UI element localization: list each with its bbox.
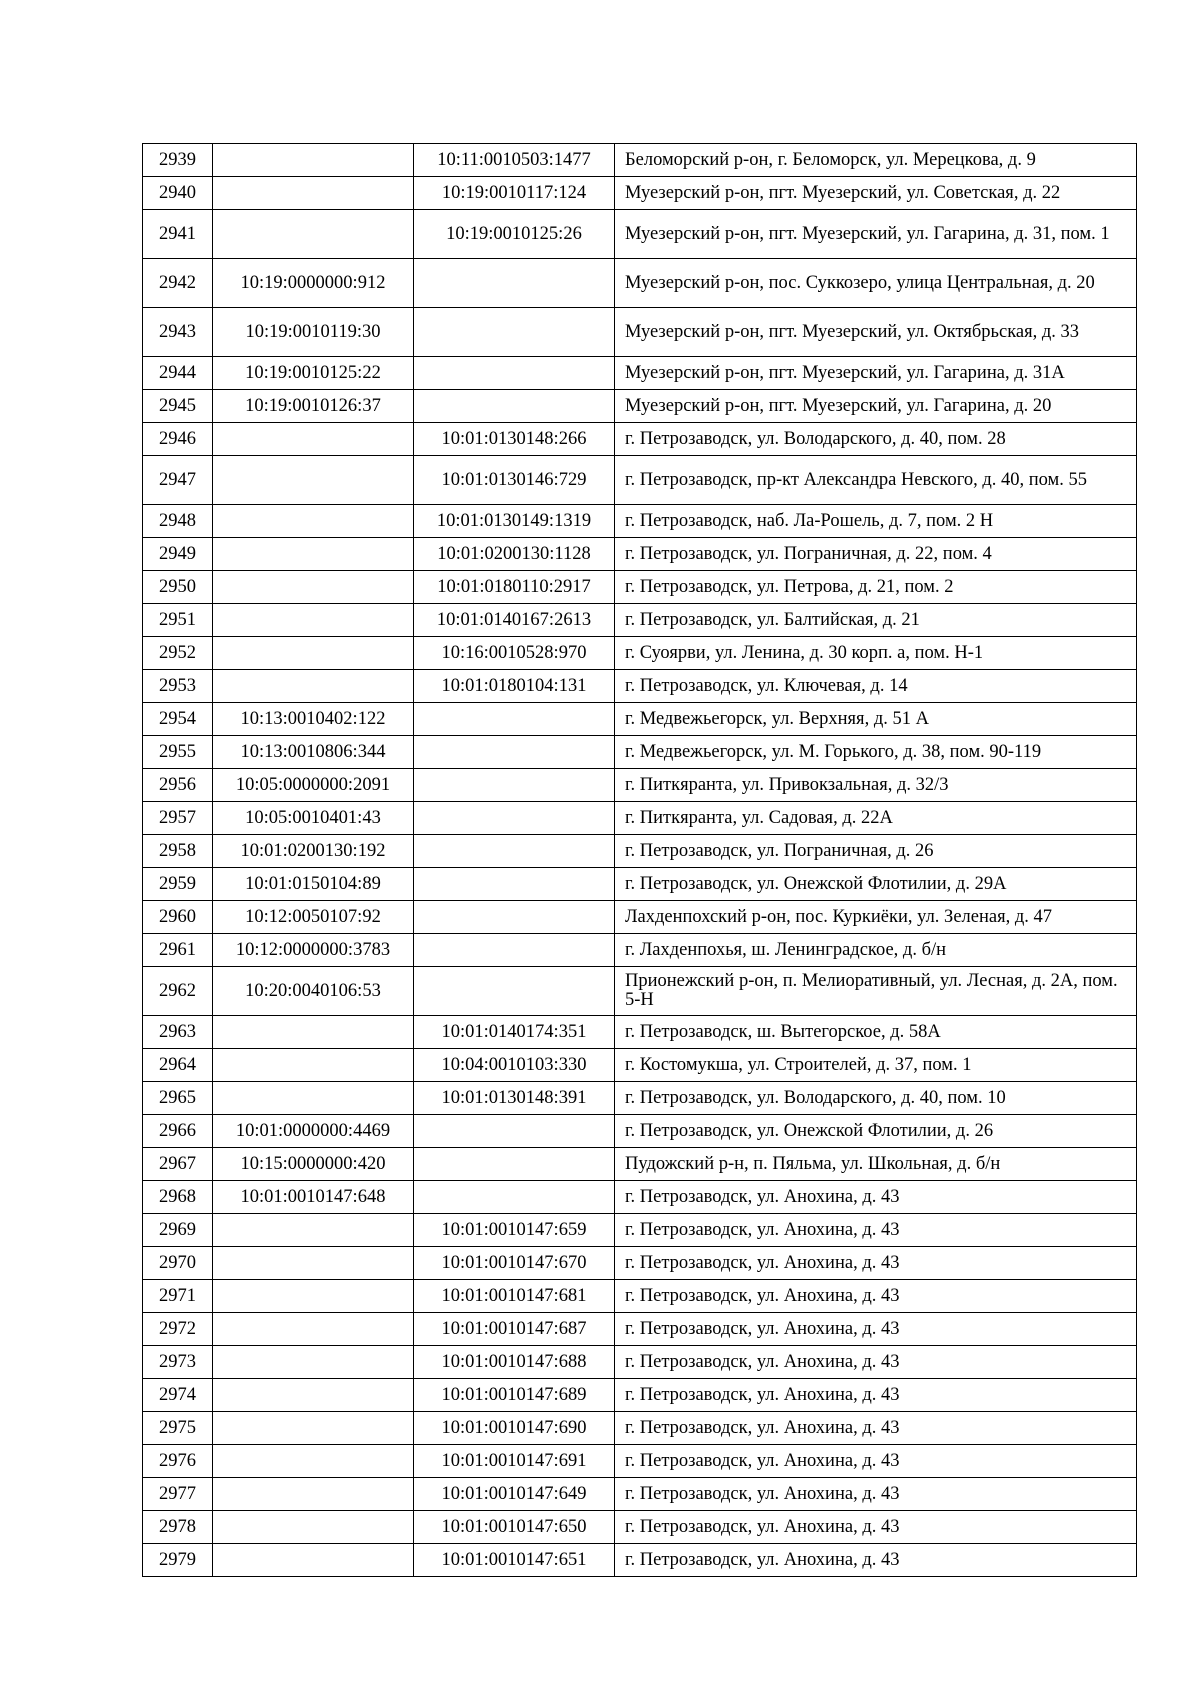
cadastral-object-cell [414,1115,615,1148]
cadastral-land-cell [213,1511,414,1544]
row-number-cell: 2951 [143,604,213,637]
table-row [143,967,1137,1016]
table-row [143,604,1137,637]
table-row [143,259,1137,308]
cadastral-land-cell: 10:01:0200130:192 [213,835,414,868]
row-number-cell: 2948 [143,505,213,538]
row-number-cell: 2941 [143,210,213,259]
table-row [143,1181,1137,1214]
address-cell: Муезерский р-он, пгт. Муезерский, ул. Октябрьская, д. 33 [615,308,1137,357]
row-number-cell: 2969 [143,1214,213,1247]
address-cell: г. Петрозаводск, ш. Вытегорское, д. 58А [615,1016,1137,1049]
address-cell: Муезерский р-он, пгт. Муезерский, ул. Гагарина, д. 20 [615,390,1137,423]
row-number-cell: 2973 [143,1346,213,1379]
cadastral-object-cell: 10:04:0010103:330 [414,1049,615,1082]
row-number-cell: 2940 [143,177,213,210]
cadastral-object-cell: 10:01:0010147:670 [414,1247,615,1280]
table-row [143,1016,1137,1049]
row-number-cell: 2967 [143,1148,213,1181]
row-number-cell: 2966 [143,1115,213,1148]
address-cell: г. Петрозаводск, ул. Пограничная, д. 26 [615,835,1137,868]
address-cell: Муезерский р-он, пгт. Муезерский, ул. Советская, д. 22 [615,177,1137,210]
cadastral-land-cell [213,637,414,670]
cadastral-object-cell: 10:01:0200130:1128 [414,538,615,571]
cadastral-object-cell: 10:01:0010147:689 [414,1379,615,1412]
cadastral-land-cell: 10:19:0000000:912 [213,259,414,308]
address-cell: г. Медвежьегорск, ул. М. Горького, д. 38, пом. 90-119 [615,736,1137,769]
row-number-cell: 2976 [143,1445,213,1478]
cadastral-object-cell [414,1148,615,1181]
cadastral-object-cell: 10:01:0010147:649 [414,1478,615,1511]
table-row [143,802,1137,835]
address-cell: г. Питкяранта, ул. Садовая, д. 22А [615,802,1137,835]
cadastral-land-cell [213,1313,414,1346]
cadastral-land-cell: 10:12:0000000:3783 [213,934,414,967]
cadastral-land-cell [213,1445,414,1478]
address-cell: г. Петрозаводск, ул. Анохина, д. 43 [615,1313,1137,1346]
cadastral-land-cell [213,1016,414,1049]
cadastral-land-cell [213,1082,414,1115]
table-row [143,637,1137,670]
address-cell: г. Петрозаводск, ул. Анохина, д. 43 [615,1346,1137,1379]
cadastral-object-cell [414,308,615,357]
address-cell: г. Петрозаводск, наб. Ла-Рошель, д. 7, пом. 2 Н [615,505,1137,538]
cadastral-land-cell [213,456,414,505]
cadastral-land-cell [213,1478,414,1511]
cadastral-object-cell [414,736,615,769]
address-cell: г. Петрозаводск, ул. Анохина, д. 43 [615,1247,1137,1280]
row-number-cell: 2979 [143,1544,213,1577]
cadastral-object-cell [414,934,615,967]
cadastral-land-cell [213,1412,414,1445]
row-number-cell: 2945 [143,390,213,423]
cadastral-object-cell: 10:01:0140167:2613 [414,604,615,637]
cadastral-object-cell: 10:01:0180110:2917 [414,571,615,604]
cadastral-land-cell [213,1214,414,1247]
row-number-cell: 2953 [143,670,213,703]
cadastral-land-cell [213,670,414,703]
row-number-cell: 2965 [143,1082,213,1115]
row-number-cell: 2944 [143,357,213,390]
row-number-cell: 2952 [143,637,213,670]
table-row [143,1082,1137,1115]
address-cell: Пудожский р-н, п. Пяльма, ул. Школьная, д. б/н [615,1148,1137,1181]
table-row [143,1148,1137,1181]
row-number-cell: 2954 [143,703,213,736]
cadastral-land-cell: 10:20:0040106:53 [213,967,414,1016]
cadastral-object-cell: 10:01:0130148:391 [414,1082,615,1115]
cadastral-object-cell [414,390,615,423]
address-cell: г. Суоярви, ул. Ленина, д. 30 корп. а, пом. Н-1 [615,637,1137,670]
row-number-cell: 2946 [143,423,213,456]
address-cell: г. Костомукша, ул. Строителей, д. 37, пом. 1 [615,1049,1137,1082]
address-cell: г. Петрозаводск, ул. Володарского, д. 40, пом. 28 [615,423,1137,456]
cadastral-object-cell [414,769,615,802]
address-cell: г. Петрозаводск, ул. Анохина, д. 43 [615,1544,1137,1577]
cadastral-land-cell: 10:13:0010402:122 [213,703,414,736]
cadastral-object-cell [414,357,615,390]
cadastral-land-cell: 10:05:0010401:43 [213,802,414,835]
cadastral-object-cell: 10:01:0010147:690 [414,1412,615,1445]
table-row [143,934,1137,967]
table-row [143,1115,1137,1148]
table-row [143,703,1137,736]
address-cell: г. Петрозаводск, ул. Володарского, д. 40, пом. 10 [615,1082,1137,1115]
address-cell: г. Петрозаводск, ул. Анохина, д. 43 [615,1214,1137,1247]
table-row [143,1511,1137,1544]
address-cell: г. Петрозаводск, ул. Анохина, д. 43 [615,1181,1137,1214]
table-row [143,210,1137,259]
table-row [143,571,1137,604]
table-row [143,357,1137,390]
row-number-cell: 2947 [143,456,213,505]
address-cell: г. Петрозаводск, ул. Анохина, д. 43 [615,1445,1137,1478]
row-number-cell: 2974 [143,1379,213,1412]
row-number-cell: 2956 [143,769,213,802]
cadastral-land-cell [213,505,414,538]
table-row [143,1478,1137,1511]
address-cell: г. Петрозаводск, ул. Ключевая, д. 14 [615,670,1137,703]
cadastral-object-cell: 10:01:0010147:659 [414,1214,615,1247]
table-row [143,144,1137,177]
row-number-cell: 2960 [143,901,213,934]
table-row [143,1313,1137,1346]
row-number-cell: 2943 [143,308,213,357]
cadastral-land-cell [213,144,414,177]
address-cell: г. Петрозаводск, ул. Петрова, д. 21, пом. 2 [615,571,1137,604]
table-row [143,423,1137,456]
row-number-cell: 2972 [143,1313,213,1346]
cadastral-land-cell: 10:19:0010126:37 [213,390,414,423]
cadastral-object-cell: 10:01:0140174:351 [414,1016,615,1049]
cadastral-object-cell: 10:11:0010503:1477 [414,144,615,177]
cadastral-object-cell [414,967,615,1016]
cadastral-land-cell [213,1346,414,1379]
address-cell: г. Петрозаводск, ул. Анохина, д. 43 [615,1478,1137,1511]
cadastral-land-cell: 10:05:0000000:2091 [213,769,414,802]
cadastral-object-cell [414,901,615,934]
cadastral-object-cell: 10:01:0130148:266 [414,423,615,456]
table-row [143,1445,1137,1478]
address-cell: г. Лахденпохья, ш. Ленинградское, д. б/н [615,934,1137,967]
row-number-cell: 2961 [143,934,213,967]
cadastral-object-cell [414,835,615,868]
cadastral-object-cell: 10:01:0130149:1319 [414,505,615,538]
row-number-cell: 2962 [143,967,213,1016]
table-row [143,1214,1137,1247]
table-row [143,1544,1137,1577]
address-cell: г. Медвежьегорск, ул. Верхняя, д. 51 А [615,703,1137,736]
cadastral-object-cell: 10:01:0010147:687 [414,1313,615,1346]
address-cell: Муезерский р-он, пос. Суккозеро, улица Центральная, д. 20 [615,259,1137,308]
row-number-cell: 2975 [143,1412,213,1445]
address-cell: г. Петрозаводск, ул. Анохина, д. 43 [615,1280,1137,1313]
address-cell: Беломорский р-он, г. Беломорск, ул. Мерецкова, д. 9 [615,144,1137,177]
table-row [143,1247,1137,1280]
cadastral-object-cell [414,259,615,308]
cadastral-object-cell: 10:01:0130146:729 [414,456,615,505]
row-number-cell: 2955 [143,736,213,769]
cadastral-land-cell [213,177,414,210]
cadastral-land-cell [213,210,414,259]
cadastral-object-cell [414,868,615,901]
table-row [143,177,1137,210]
cadastral-land-cell: 10:15:0000000:420 [213,1148,414,1181]
registry-table-body [143,144,1137,1577]
cadastral-object-cell: 10:19:0010117:124 [414,177,615,210]
row-number-cell: 2964 [143,1049,213,1082]
cadastral-land-cell [213,604,414,637]
table-row [143,1049,1137,1082]
table-row [143,835,1137,868]
property-registry-table [142,143,1137,1577]
address-cell: Муезерский р-он, пгт. Муезерский, ул. Гагарина, д. 31А [615,357,1137,390]
row-number-cell: 2977 [143,1478,213,1511]
address-cell: г. Петрозаводск, ул. Онежской Флотилии, д. 26 [615,1115,1137,1148]
cadastral-land-cell: 10:19:0010119:30 [213,308,414,357]
table-row [143,538,1137,571]
row-number-cell: 2968 [143,1181,213,1214]
row-number-cell: 2978 [143,1511,213,1544]
table-row [143,1280,1137,1313]
cadastral-object-cell [414,1181,615,1214]
cadastral-object-cell: 10:01:0010147:691 [414,1445,615,1478]
address-cell: Муезерский р-он, пгт. Муезерский, ул. Гагарина, д. 31, пом. 1 [615,210,1137,259]
address-cell: г. Петрозаводск, пр-кт Александра Невского, д. 40, пом. 55 [615,456,1137,505]
row-number-cell: 2950 [143,571,213,604]
table-row [143,390,1137,423]
cadastral-land-cell: 10:01:0150104:89 [213,868,414,901]
table-row [143,1379,1137,1412]
row-number-cell: 2939 [143,144,213,177]
table-row [143,736,1137,769]
row-number-cell: 2958 [143,835,213,868]
cadastral-land-cell [213,571,414,604]
table-row [143,1412,1137,1445]
cadastral-land-cell [213,1247,414,1280]
cadastral-object-cell [414,802,615,835]
cadastral-object-cell: 10:16:0010528:970 [414,637,615,670]
cadastral-land-cell [213,538,414,571]
address-cell: г. Петрозаводск, ул. Балтийская, д. 21 [615,604,1137,637]
table-row [143,901,1137,934]
cadastral-land-cell: 10:12:0050107:92 [213,901,414,934]
cadastral-object-cell: 10:01:0010147:650 [414,1511,615,1544]
row-number-cell: 2970 [143,1247,213,1280]
cadastral-land-cell [213,1049,414,1082]
row-number-cell: 2963 [143,1016,213,1049]
table-row [143,456,1137,505]
row-number-cell: 2971 [143,1280,213,1313]
address-cell: г. Петрозаводск, ул. Анохина, д. 43 [615,1511,1137,1544]
cadastral-object-cell: 10:01:0010147:688 [414,1346,615,1379]
table-row [143,505,1137,538]
cadastral-land-cell [213,1280,414,1313]
cadastral-land-cell: 10:13:0010806:344 [213,736,414,769]
address-cell: г. Петрозаводск, ул. Пограничная, д. 22, пом. 4 [615,538,1137,571]
table-row [143,308,1137,357]
cadastral-land-cell [213,423,414,456]
cadastral-land-cell [213,1544,414,1577]
address-cell: г. Петрозаводск, ул. Анохина, д. 43 [615,1412,1137,1445]
row-number-cell: 2959 [143,868,213,901]
cadastral-land-cell: 10:19:0010125:22 [213,357,414,390]
cadastral-object-cell: 10:01:0010147:651 [414,1544,615,1577]
table-row [143,670,1137,703]
cadastral-land-cell [213,1379,414,1412]
address-cell: г. Питкяранта, ул. Привокзальная, д. 32/3 [615,769,1137,802]
row-number-cell: 2942 [143,259,213,308]
table-row [143,769,1137,802]
address-cell: Прионежский р-он, п. Мелиоративный, ул. Лесная, д. 2А, пом. 5-Н [615,967,1137,1016]
cadastral-object-cell: 10:01:0180104:131 [414,670,615,703]
cadastral-land-cell: 10:01:0000000:4469 [213,1115,414,1148]
cadastral-object-cell [414,703,615,736]
table-row [143,1346,1137,1379]
cadastral-land-cell: 10:01:0010147:648 [213,1181,414,1214]
table-row [143,868,1137,901]
address-cell: г. Петрозаводск, ул. Онежской Флотилии, д. 29А [615,868,1137,901]
row-number-cell: 2957 [143,802,213,835]
cadastral-object-cell: 10:19:0010125:26 [414,210,615,259]
address-cell: г. Петрозаводск, ул. Анохина, д. 43 [615,1379,1137,1412]
row-number-cell: 2949 [143,538,213,571]
cadastral-object-cell: 10:01:0010147:681 [414,1280,615,1313]
address-cell: Лахденпохский р-он, пос. Куркиёки, ул. Зеленая, д. 47 [615,901,1137,934]
